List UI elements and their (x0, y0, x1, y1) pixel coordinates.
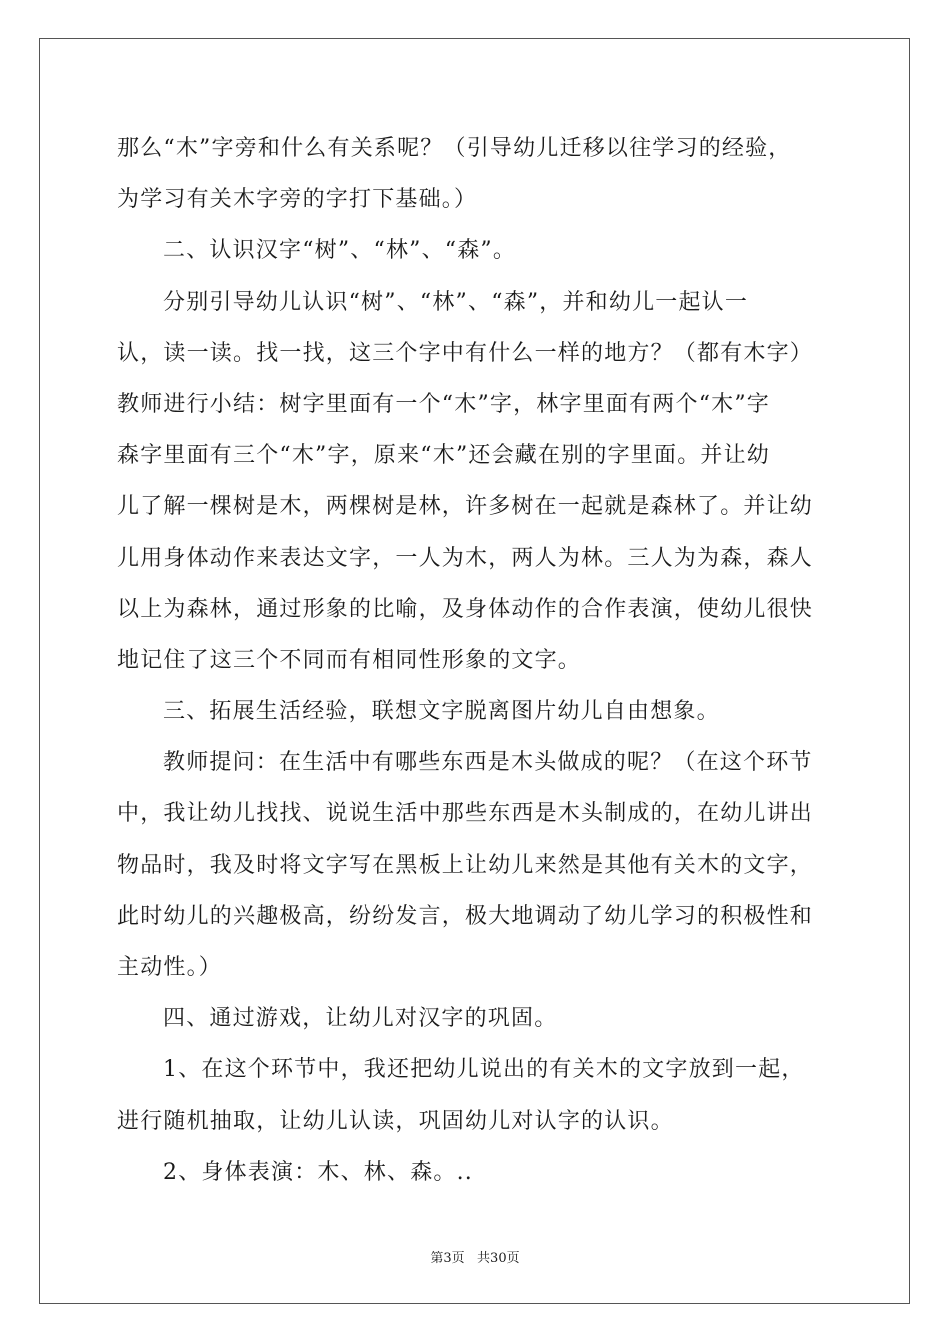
text-line: 儿了解一棵树是木，两棵树是林，许多树在一起就是森林了。并让幼 (117, 494, 814, 520)
text-line: 中，我让幼儿找找、说说生活中那些东西是木头制成的，在幼儿讲出 (117, 801, 814, 827)
text-line: 教师进行小结：树字里面有一个“木”字，林字里面有两个“木”字 (117, 391, 770, 417)
paragraph-start: 分别引导幼儿认识“树”、“林”、“森”，并和幼儿一起认一 (163, 289, 749, 315)
paragraph-start: 教师提问：在生活中有哪些东西是木头做成的呢？（在这个环节 (163, 750, 813, 776)
section-heading: 三、拓展生活经验，联想文字脱离图片幼儿自由想象。 (163, 699, 720, 725)
text-line: 儿用身体动作来表达文字，一人为木，两人为林。三人为为森，森人 (117, 545, 814, 571)
paragraph-start: 2、身体表演：木、林、森。.. (163, 1159, 473, 1185)
paragraph-start: 1、在这个环节中，我还把幼儿说出的有关木的文字放到一起， (163, 1057, 805, 1083)
text-line: 地记住了这三个不同而有相同性形象的文字。 (117, 647, 582, 673)
text-line: 为学习有关木字旁的字打下基础。） (117, 187, 478, 213)
text-line: 主动性。） (117, 955, 223, 980)
text-line: 那么“木”字旁和什么有关系呢？（引导幼儿迁移以往学习的经验， (117, 136, 792, 161)
text-line: 此时幼儿的兴趣极高，纷纷发言，极大地调动了幼儿学习的积极性和 (117, 903, 814, 929)
text-line: 森字里面有三个“木”字，原来“木”还会藏在别的字里面。并让幼 (117, 443, 770, 469)
document-body (117, 123, 833, 1198)
page-number-footer: 第3页 共30页 (430, 1251, 520, 1266)
text-line: 以上为森林，通过形象的比喻，及身体动作的合作表演，使幼儿很快 (117, 596, 814, 622)
text-line: 进行随机抽取，让幼儿认读，巩固幼儿对认字的认识。 (117, 1108, 674, 1134)
text-line: 物品时，我及时将文字写在黑板上让幼儿来然是其他有关木的文字， (117, 852, 814, 878)
text-line: 认，读一读。找一找，这三个字中有什么一样的地方？（都有木字） (117, 340, 814, 366)
section-heading: 二、认识汉字“树”、“林”、“森”。 (163, 238, 517, 264)
section-heading: 四、通过游戏，让幼儿对汉字的巩固。 (163, 1006, 558, 1032)
